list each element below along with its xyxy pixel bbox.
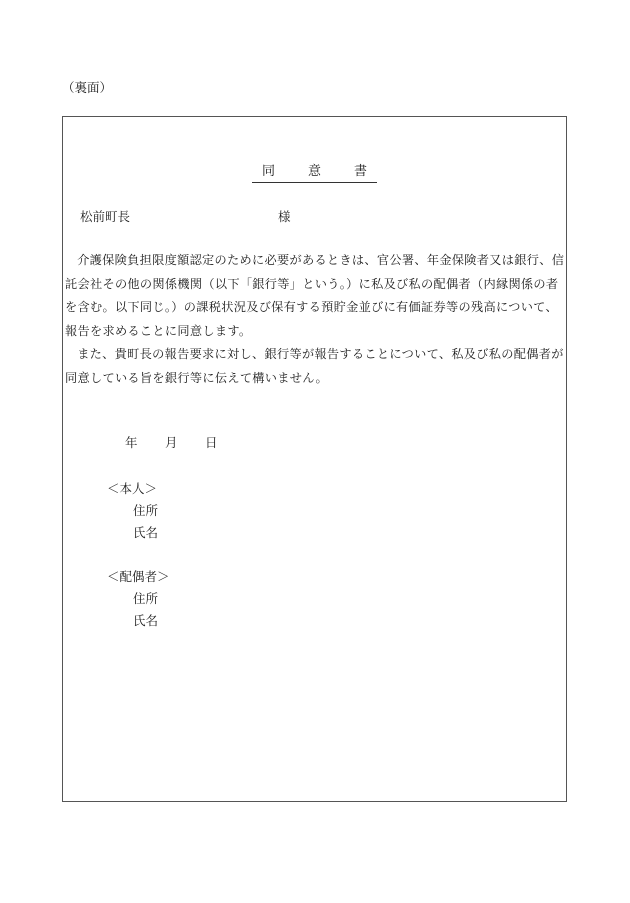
reverse-side-label: （裏面） (62, 80, 113, 95)
consent-paragraph-1: 介護保険負担限度額認定のために必要があるときは、官公署、年金保険者又は銀行、信託会社その他の関係機関（以下「銀行等」という。）に私及び私の配偶者（内縁関係の者を含む。以下同じ。）の課税状況及び保有する預貯金並びに有価証券等の残高について、報告を求めることに同意します。 (65, 253, 565, 338)
consent-form-frame (62, 116, 567, 802)
addressee-honorific: 様 (278, 209, 291, 224)
self-section-heading: ＜本人＞ (107, 481, 158, 496)
document-title-wrap (63, 163, 566, 183)
self-name-label: 氏名 (133, 525, 159, 540)
document-title: 同 意 書 (252, 163, 377, 183)
self-address-label: 住所 (133, 503, 159, 518)
date-month-label: 月 (165, 435, 178, 450)
consent-body (65, 249, 565, 390)
spouse-name-label: 氏名 (133, 613, 159, 628)
date-year-label: 年 (125, 435, 138, 450)
date-line (125, 435, 218, 451)
spouse-address-label: 住所 (133, 591, 159, 606)
date-day-label: 日 (205, 435, 218, 450)
spouse-section-heading: ＜配偶者＞ (107, 569, 170, 584)
addressee: 松前町長 (80, 209, 131, 224)
consent-paragraph-2: また、貴町長の報告要求に対し、銀行等が報告することについて、私及び私の配偶者が同意している旨を銀行等に伝えて構いません。 (65, 347, 564, 385)
